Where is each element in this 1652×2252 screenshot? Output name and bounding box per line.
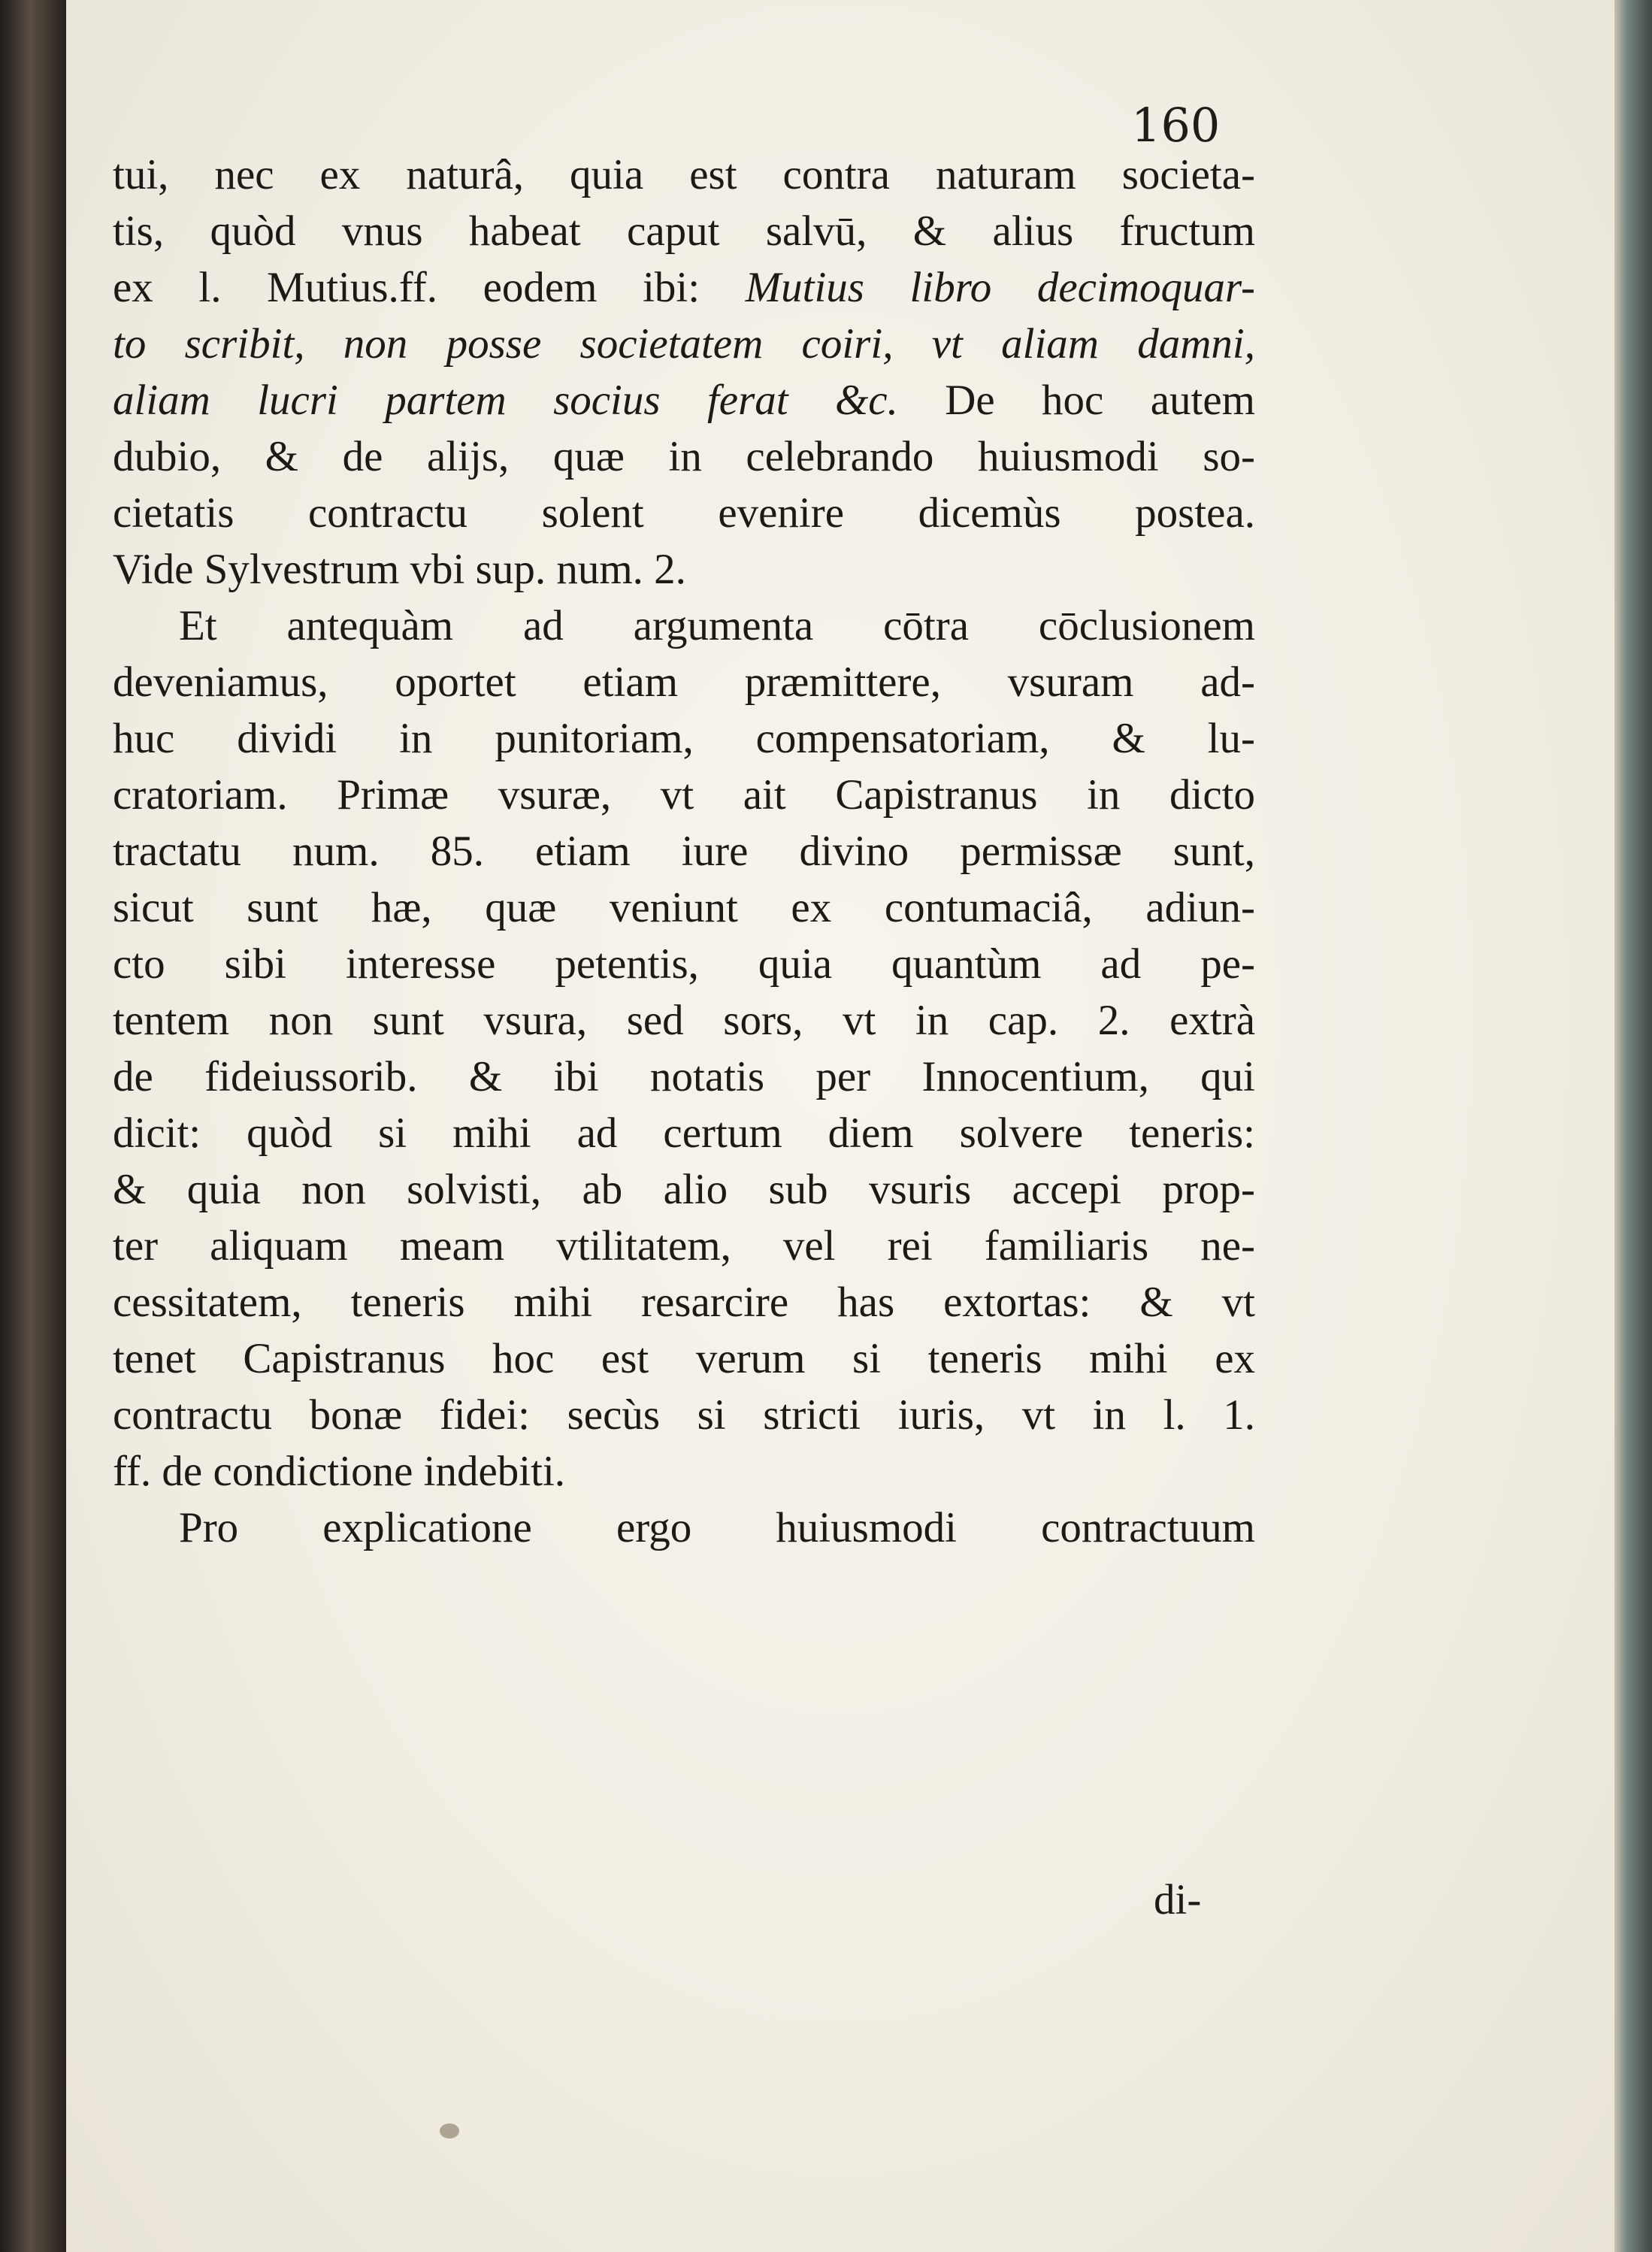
page-number: 160	[1131, 98, 1221, 153]
text-line: ter aliquam meam vtilitatem, vel rei familiaris ne-	[113, 1222, 1255, 1270]
binding-gutter	[0, 0, 68, 2252]
text-segment-italic: Mutius libro decimoquar-	[745, 264, 1255, 311]
text-line: & quia non solvisti, ab alio sub vsuris accepi prop-	[113, 1166, 1255, 1213]
text-line: tractatu num. 85. etiam iure divino permissæ sunt,	[113, 828, 1255, 875]
text-line: to scribit, non posse societatem coiri, vt aliam damni,	[113, 320, 1255, 368]
text-segment-italic: aliam lucri partem socius ferat &c.	[113, 377, 898, 424]
text-line: tis, quòd vnus habeat caput salvū, & alius fructum	[113, 207, 1255, 255]
text-line: cto sibi interesse petentis, quia quantùm ad pe-	[113, 940, 1255, 988]
text-line: de fideiussorib. & ibi notatis per Innocentium, qui	[113, 1053, 1255, 1100]
text-line: dubio, & de alijs, quæ in celebrando huiusmodi so-	[113, 433, 1255, 480]
text-line: contractu bonæ fidei: secùs si stricti iuris, vt in l. 1.	[113, 1391, 1255, 1439]
body-text	[113, 147, 1255, 1556]
text-line: tenet Capistranus hoc est verum si teneris mihi ex	[113, 1335, 1255, 1382]
text-line: cietatis contractu solent evenire dicemùs postea.	[113, 489, 1255, 537]
text-segment: De hoc autem	[897, 377, 1255, 424]
text-line: sicut sunt hæ, quæ veniunt ex contumaciâ, adiun-	[113, 884, 1255, 931]
text-line: cratoriam. Primæ vsuræ, vt ait Capistranus in dicto	[113, 771, 1255, 819]
text-line: deveniamus, oportet etiam præmittere, vsuram ad-	[113, 658, 1255, 706]
ink-stain	[440, 2123, 459, 2138]
text-line: Pro explicatione ergo huiusmodi contractuum	[179, 1504, 1255, 1551]
text-line	[113, 259, 1255, 316]
text-line	[113, 372, 1255, 428]
text-line: Vide Sylvestrum vbi sup. num. 2.	[113, 546, 686, 593]
text-line: cessitatem, teneris mihi resarcire has extortas: & vt	[113, 1279, 1255, 1326]
text-line: ff. de condictione indebiti.	[113, 1448, 566, 1495]
text-segment: ex l. Mutius.ff. eodem ibi:	[113, 264, 746, 311]
catchword: di-	[1154, 1876, 1202, 1924]
text-line: tui, nec ex naturâ, quia est contra naturam societa-	[113, 151, 1255, 198]
text-line: tentem non sunt vsura, sed sors, vt in cap. 2. extrà	[113, 997, 1255, 1044]
text-line: huc dividi in punitoriam, compensatoriam, & lu-	[113, 715, 1255, 762]
page-edge	[1614, 0, 1652, 2252]
text-line: Et antequàm ad argumenta cōtra cōclusionem	[179, 602, 1255, 649]
text-line: dicit: quòd si mihi ad certum diem solvere teneris:	[113, 1109, 1255, 1157]
